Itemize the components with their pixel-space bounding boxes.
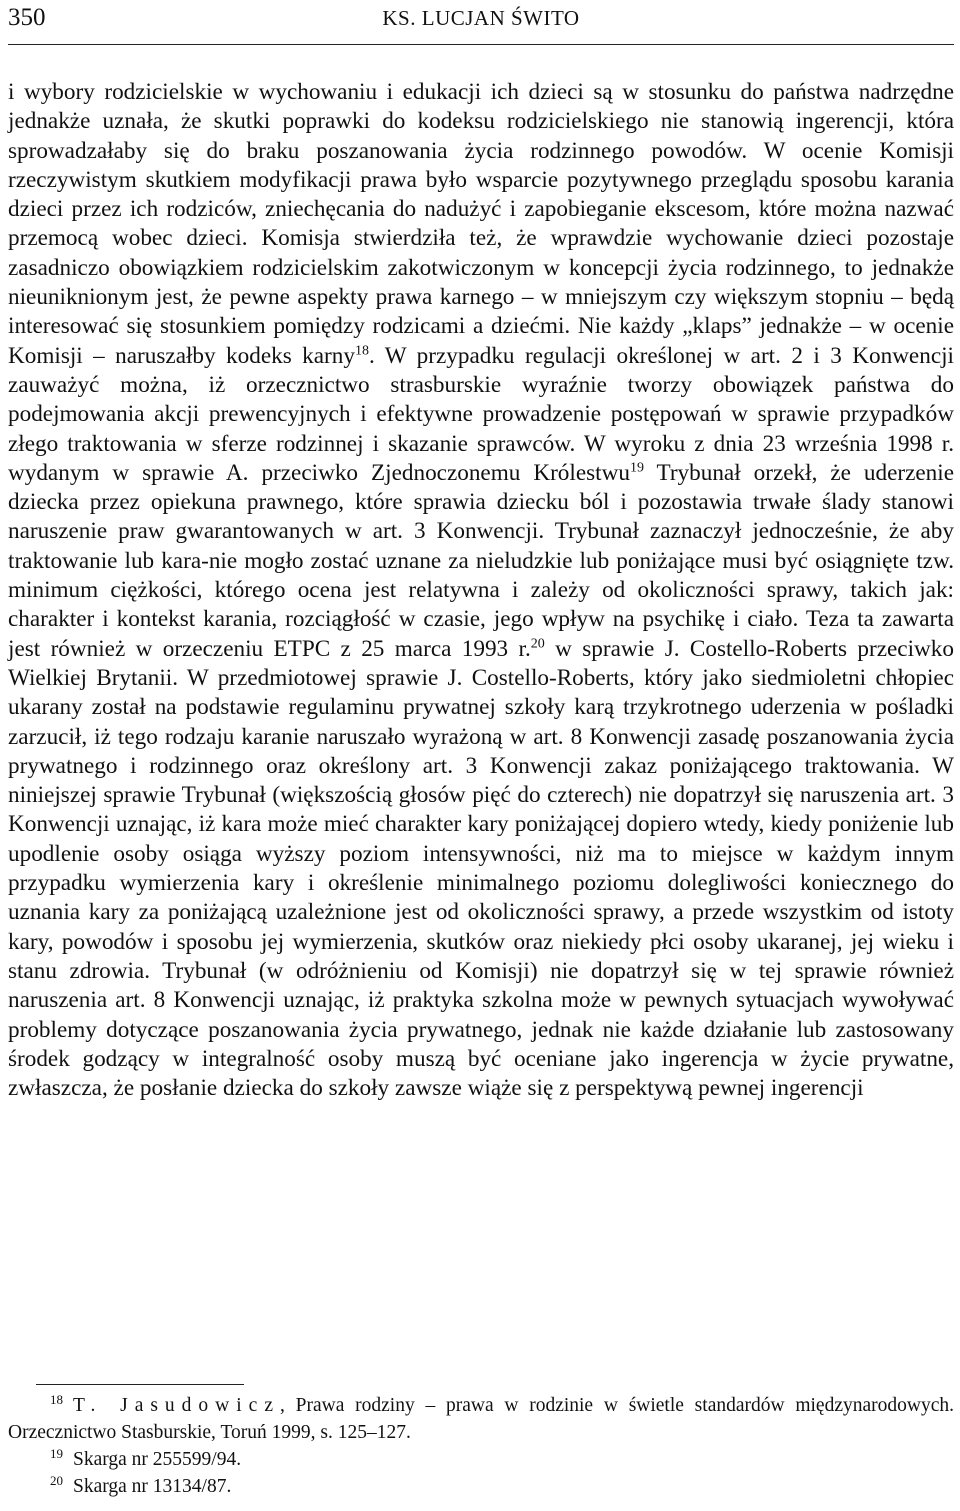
footnote-text: , Prawa rodziny – prawa w rodzinie w świetle standardów międzynarodowych. Orzecznictwo Stasburskie, Toruń 1999, s. 125–127. (8, 1395, 954, 1443)
footnote-text: Skarga nr 13134/87. (73, 1476, 232, 1497)
footnote-author: T. Jasudowicz (73, 1395, 280, 1416)
footnote-19 (8, 1446, 954, 1473)
page-header (8, 0, 954, 45)
footnote-ref-19[interactable]: 19 (629, 460, 644, 476)
footnote-text: Skarga nr 255599/94. (73, 1449, 242, 1470)
footnote-number: 18 (50, 1391, 63, 1407)
footnotes (8, 1392, 954, 1500)
body-text-part-1: i wybory rodzicielskie w wychowaniu i edukacji ich dzieci są w stosunku do państwa nadrzędne jednakże uznała, że skutki poprawki do kodeksu rodzicielskiego nie stanowią ingerencji, która sprowadzałaby się do braku poszanowania życia rodzinnego powodów. W ocenie Komisji rzeczywistym skutkiem modyfikacji prawa było wsparcie pozytywnego przeglądu sposobu karania dzieci przez ich rodziców, zniechęcania do nadużyć i zapobieganie ekscesom, które można nazwać przemocą wobec dzieci. Komisja stwierdziła też, że wprawdzie wychowanie dzieci pozostaje zasadniczo obowiązkiem rodzicielskim zakotwiczonym w koncepcji życia rodzinnego, to jednakże nieuniknionym jest, że pewne aspekty prawa karnego – w mniejszym czy większym stopniu – będą interesować się stosunkiem pomiędzy rodzicami a dziećmi. Nie każdy „klaps” jednakże – w ocenie Komisji – naruszałby kodeks karny (8, 79, 954, 369)
footnote-ref-20[interactable]: 20 (530, 635, 545, 651)
body-text (8, 78, 954, 1103)
main-paragraph (8, 78, 954, 1103)
footnote-20 (8, 1473, 954, 1500)
page-number: 350 (8, 4, 46, 31)
footnote-ref-18[interactable]: 18 (354, 342, 369, 358)
running-head: KS. LUCJAN ŚWITO (382, 6, 580, 30)
footnote-number: 20 (50, 1472, 63, 1488)
footnote-number: 19 (50, 1445, 63, 1461)
body-text-part-4: w sprawie J. Costello-Roberts przeciwko Wielkiej Brytanii. W przedmiotowej sprawie J. Costello-Roberts, który jako siedmioletni chłopiec ukarany został na podstawie regulaminu prywatnej szkoły karą trzykrotnego uderzenia w pośladki zarzucił, iż tego rodzaju karanie naruszało wyrażoną w art. 8 Konwencji zasadę poszanowania życia prywatnego i rodzinnego oraz określony art. 3 Konwencji zakaz poniżającego traktowania. W niniejszej sprawie Trybunał (większością głosów pięć do czterech) nie dopatrzył się naruszenia art. 3 Konwencji uznając, iż kara może mieć charakter kary poniżającej dopiero wtedy, kiedy poniżenie lub upodlenie osoby osiąga wyższy poziom intensywności, niż ma to miejsce w każdym innym przypadku wymierzenia kary i określenie minimalnego poziomu dolegliwości koniecznego do uznania kary za poniżającą uzależnione jest od okoliczności sprawy, a przede wszystkim od istoty kary, powodów i sposobu jej wymierzenia, skutków oraz niekiedy płci osoby ukaranej, jej wieku i stanu zdrowia. Trybunał (w odróżnieniu od Komisji) nie dopatrzył się w tej sprawie również naruszenia art. 8 Konwencji uznając, iż praktyka szkolna może w pewnych sytuacjach wywoływać problemy dotyczące poszanowania życia prywatnego, jednak nie każde działanie lub zastosowany środek godzący w integralność osoby muszą być oceniane jako ingerencja w życie prywatne, zwłaszcza, że posłanie dziecka do szkoły zawsze wiąże się z perspektywą pewnej ingerencji (8, 635, 954, 1102)
body-text-part-2: . W przypadku regulacji określonej w art. 2 i 3 Konwencji zauważyć można, iż orzecznictwo strasburskie wyraźnie tworzy obowiązek państwa do podejmowania akcji prewencyjnych i efektywne prowadzenie postępowań w sprawie przypadków złego traktowania w sferze rodzinnej i skazanie sprawców. W wyroku z dnia 23 września 1998 r. wydanym w sprawie A. przeciwko Zjednoczonemu Królestwu (8, 342, 954, 486)
footnote-separator (36, 1384, 244, 1385)
body-text-part-3: Trybunał orzekł, że uderzenie dziecka przez opiekuna prawnego, które sprawia dziecku ból i pozostawia trwałe ślady stanowi naruszenie praw gwarantowanych w art. 3 Konwencji. Trybunał zaznaczył jednocześnie, że aby traktowanie lub kara-nie mogło zostać uznane za nieludzkie lub poniżające musi być osiągnięte tzw. minimum ciężkości, którego ocena jest relatywna i zależy od okoliczności sprawy, takich jak: charakter i kontekst karania, rozciągłość w czasie, jego wpływ na psychikę i ciało. Teza ta zawarta jest również w orzeczeniu ETPC z 25 marca 1993 r. (8, 459, 955, 662)
footnote-18 (8, 1392, 954, 1446)
